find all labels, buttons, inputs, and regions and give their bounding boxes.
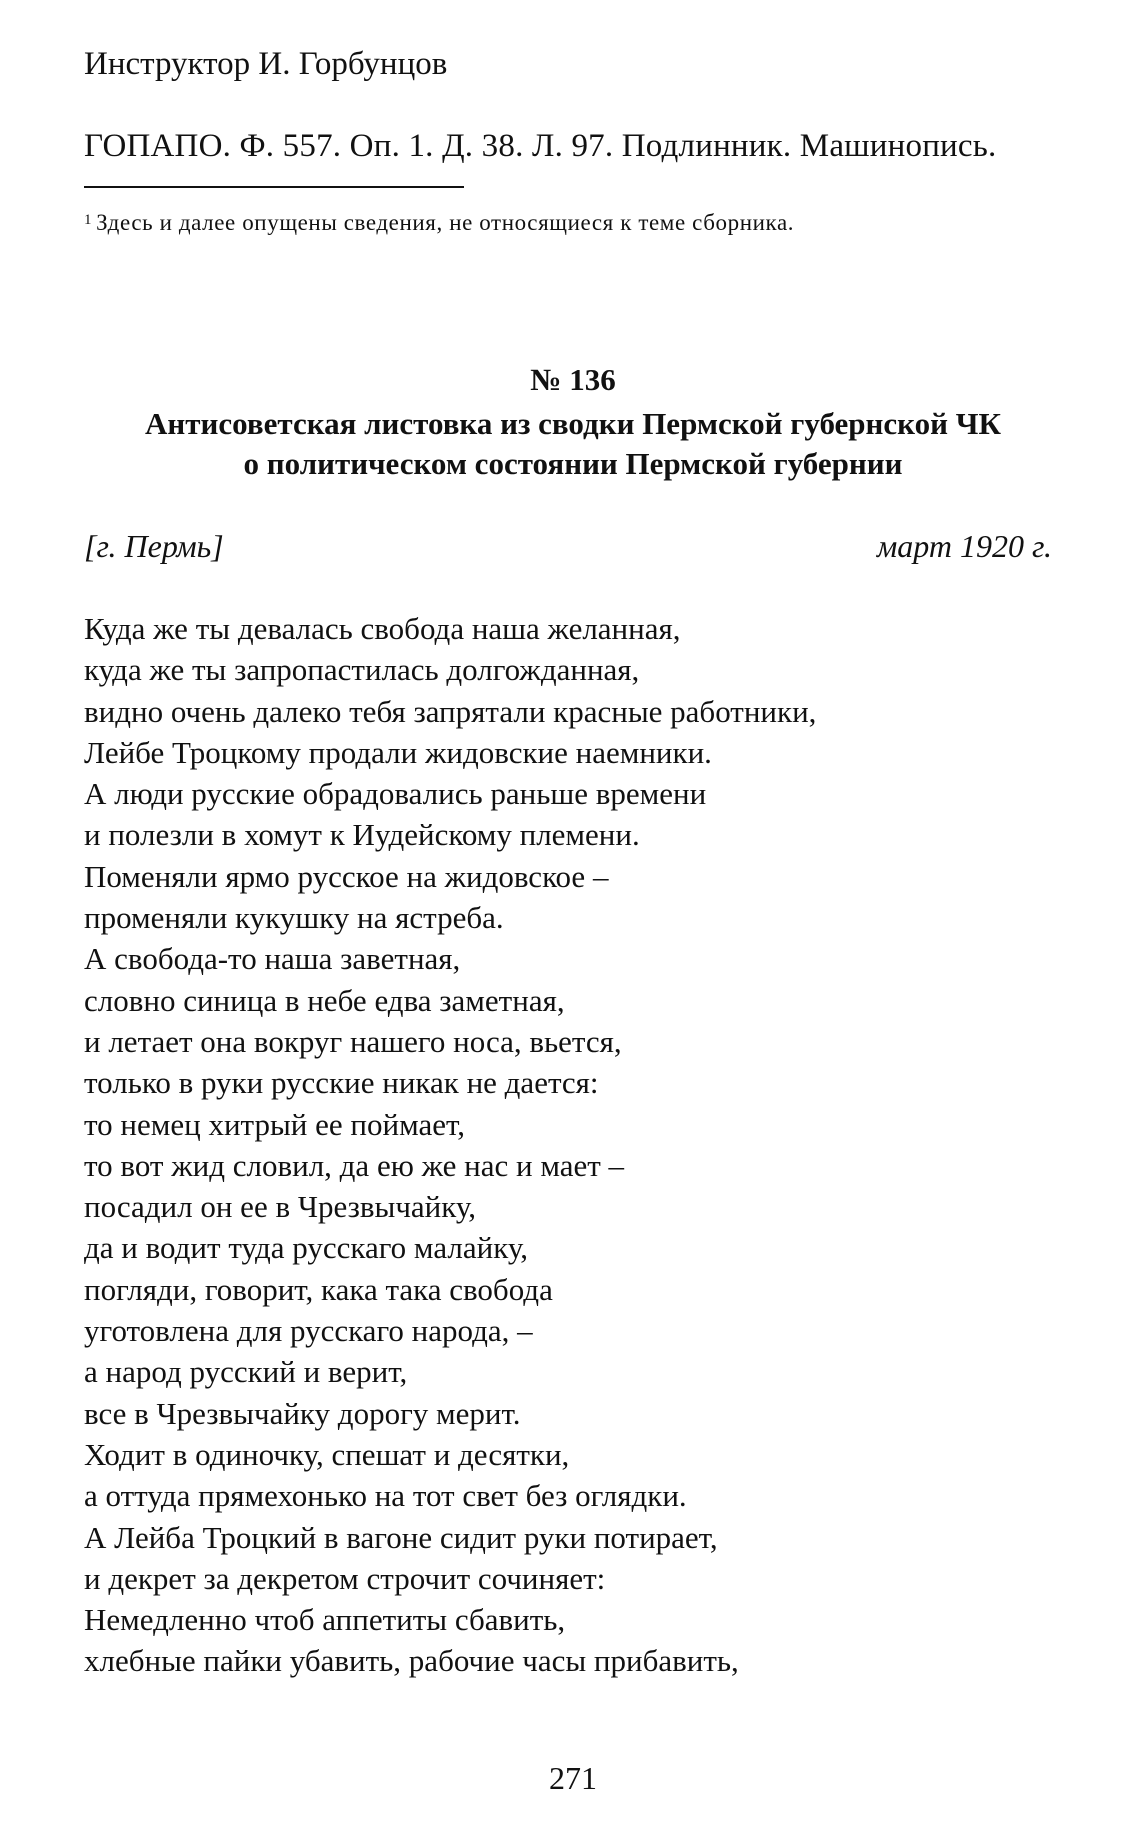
poem-line: куда же ты запропастилась долгожданная, (84, 652, 640, 688)
poem-line: а народ русский и верит, (84, 1354, 408, 1390)
footnote-divider (84, 186, 464, 188)
poem-line: все в Чрезвычайку дорогу мерит. (84, 1395, 521, 1431)
document-title-line-1: Антисоветская листовка из сводки Пермской губернской ЧК (145, 406, 1001, 441)
poem-line: то вот жид словил, да ею же нас и мает – (84, 1147, 625, 1183)
document-date: март 1920 г. (876, 528, 1052, 564)
poem-line: Немедленно чтоб аппетиты сбавить, (84, 1602, 566, 1638)
page-number: 271 (549, 1760, 597, 1796)
footnote-text: Здесь и далее опущены сведения, не относящиеся к теме сборника. (96, 210, 795, 235)
poem-line: А Лейба Троцкий в вагоне сидит руки потирает, (84, 1519, 718, 1555)
poem-line: видно очень далеко тебя запрятали красные работники, (84, 693, 817, 729)
poem-line: а оттуда прямехонько на тот свет без оглядки. (84, 1478, 687, 1514)
poem-line: словно синица в небе едва заметная, (84, 982, 565, 1018)
poem-line: только в руки русские никак не дается: (84, 1065, 599, 1101)
poem-line: А люди русские обрадовались раньше времени (84, 776, 707, 812)
poem-line: да и водит туда русскаго малайку, (84, 1230, 528, 1266)
leaflet-poem (84, 608, 816, 1682)
poem-line: променяли кукушку на ястреба. (84, 900, 504, 936)
poem-line: А свобода-то наша заветная, (84, 941, 461, 977)
poem-line: то немец хитрый ее поймает, (84, 1106, 465, 1142)
document-number: № 136 (530, 362, 616, 397)
archive-reference: ГОПАПО. Ф. 557. Оп. 1. Д. 38. Л. 97. Подлинник. Машинопись. (84, 128, 997, 164)
poem-line: хлебные пайки убавить, рабочие часы прибавить, (84, 1643, 739, 1679)
poem-line: погляди, говорит, кака така свобода (84, 1271, 553, 1307)
poem-line: Лейбе Троцкому продали жидовские наемники. (84, 734, 712, 770)
document-title-line-2: о политическом состоянии Пермской губернии (243, 446, 903, 481)
poem-line: и летает она вокруг нашего носа, вьется, (84, 1023, 622, 1059)
poem-line: и полезли в хомут к Иудейскому племени. (84, 817, 640, 853)
poem-line: Ходит в одиночку, спешат и десятки, (84, 1436, 570, 1472)
poem-line: Поменяли ярмо русское на жидовское – (84, 858, 609, 894)
footnote (84, 210, 794, 236)
poem-line: посадил он ее в Чрезвычайку, (84, 1189, 477, 1225)
poem-line: Куда же ты девалась свобода наша желанная, (84, 611, 681, 646)
signature-line: Инструктор И. Горбунцов (84, 46, 448, 82)
footnote-marker: 1 (84, 212, 93, 228)
document-place: [г. Пермь] (84, 528, 224, 564)
poem-line: уготовлена для русскаго народа, – (84, 1313, 533, 1349)
poem-line: и декрет за декретом строчит сочиняет: (84, 1560, 606, 1596)
